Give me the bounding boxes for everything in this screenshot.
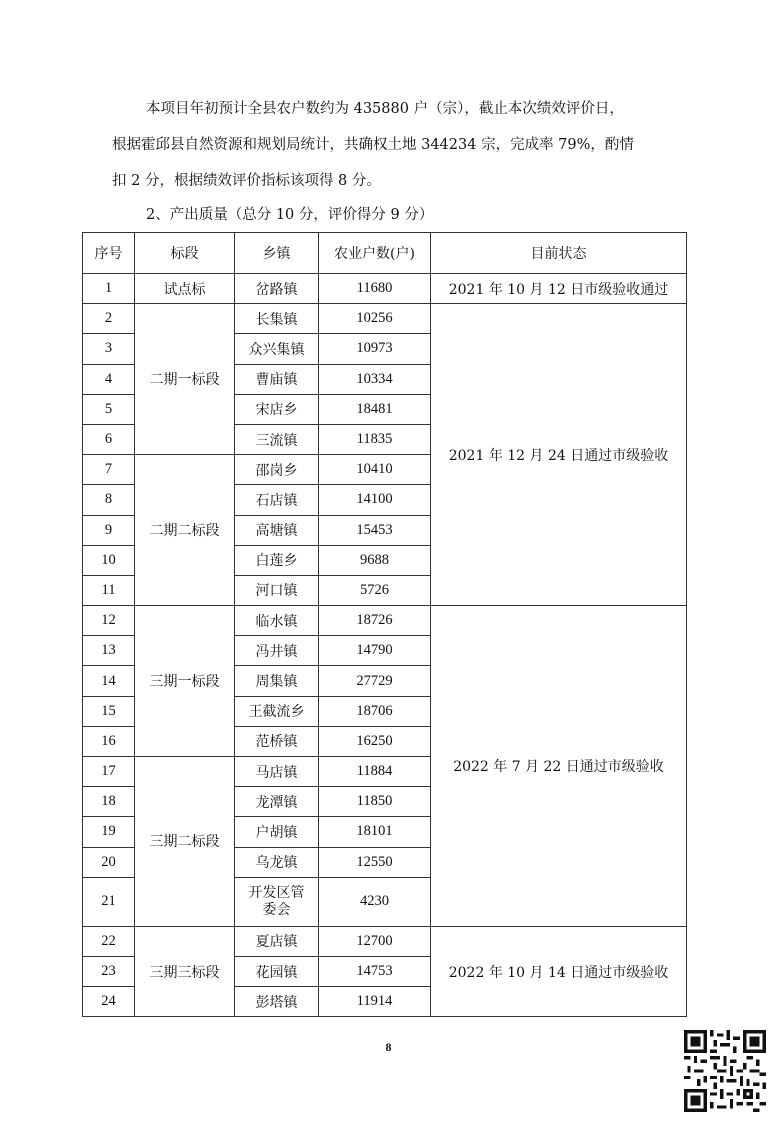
status-cell: 2021 年 10 月 12 日市级验收通过 xyxy=(431,274,687,304)
town-cell: 冯井镇 xyxy=(235,636,319,666)
town-cell: 宋店乡 xyxy=(235,394,319,424)
row-no: 6 xyxy=(83,424,135,454)
row-no: 19 xyxy=(83,817,135,847)
households-cell: 14753 xyxy=(319,956,431,986)
town-cell: 长集镇 xyxy=(235,304,319,334)
row-no: 11 xyxy=(83,575,135,605)
town-cell: 范桥镇 xyxy=(235,726,319,756)
households-cell: 11884 xyxy=(319,757,431,787)
page-number: 8 xyxy=(385,1040,392,1054)
town-cell: 众兴集镇 xyxy=(235,334,319,364)
header-town: 乡镇 xyxy=(235,233,319,274)
row-no: 18 xyxy=(83,787,135,817)
town-cell: 周集镇 xyxy=(235,666,319,696)
town-cell: 开发区管委会 xyxy=(235,877,319,926)
town-cell: 河口镇 xyxy=(235,575,319,605)
households-cell: 18726 xyxy=(319,606,431,636)
row-no: 5 xyxy=(83,394,135,424)
households-cell: 10973 xyxy=(319,334,431,364)
town-cell: 三流镇 xyxy=(235,424,319,454)
town-cell: 石店镇 xyxy=(235,485,319,515)
households-cell: 15453 xyxy=(319,515,431,545)
row-no: 3 xyxy=(83,334,135,364)
intro-line-3: 扣 2 分，根据绩效评价指标该项得 8 分。 xyxy=(112,173,381,189)
segment-cell: 二期二标段 xyxy=(135,455,235,606)
table-row xyxy=(83,304,687,334)
row-no: 17 xyxy=(83,757,135,787)
households-cell: 14100 xyxy=(319,485,431,515)
row-no: 7 xyxy=(83,455,135,485)
row-no: 20 xyxy=(83,847,135,877)
table-row xyxy=(83,926,687,956)
acceptance-table xyxy=(82,232,687,1017)
table-row xyxy=(83,274,687,304)
households-cell: 16250 xyxy=(319,726,431,756)
households-cell: 4230 xyxy=(319,877,431,926)
town-cell: 曹庙镇 xyxy=(235,364,319,394)
row-no: 23 xyxy=(83,956,135,986)
status-cell: 2021 年 12 月 24 日通过市级验收 xyxy=(431,304,687,606)
header-households: 农业户数(户) xyxy=(319,233,431,274)
row-no: 22 xyxy=(83,926,135,956)
row-no: 16 xyxy=(83,726,135,756)
households-cell: 18481 xyxy=(319,394,431,424)
table-row xyxy=(83,606,687,636)
town-cell: 夏店镇 xyxy=(235,926,319,956)
header-no: 序号 xyxy=(83,233,135,274)
segment-cell: 三期二标段 xyxy=(135,757,235,927)
households-cell: 5726 xyxy=(319,575,431,605)
town-cell: 临水镇 xyxy=(235,606,319,636)
town-cell: 龙潭镇 xyxy=(235,787,319,817)
households-cell: 18706 xyxy=(319,696,431,726)
households-cell: 14790 xyxy=(319,636,431,666)
row-no: 13 xyxy=(83,636,135,666)
town-cell: 彭塔镇 xyxy=(235,987,319,1017)
row-no: 2 xyxy=(83,304,135,334)
segment-cell: 试点标 xyxy=(135,274,235,304)
town-cell: 乌龙镇 xyxy=(235,847,319,877)
town-cell: 邵岗乡 xyxy=(235,455,319,485)
town-cell: 王截流乡 xyxy=(235,696,319,726)
households-cell: 10410 xyxy=(319,455,431,485)
row-no: 21 xyxy=(83,877,135,926)
section-heading: 2、产出质量（总分 10 分，评价得分 9 分） xyxy=(146,207,434,223)
segment-cell: 三期一标段 xyxy=(135,606,235,757)
row-no: 1 xyxy=(83,274,135,304)
households-cell: 18101 xyxy=(319,817,431,847)
intro-line-1: 本项目年初预计全县农户数约为 435880 户（宗），截止本次绩效评价日， xyxy=(146,101,624,117)
row-no: 8 xyxy=(83,485,135,515)
households-cell: 12700 xyxy=(319,926,431,956)
households-cell: 10334 xyxy=(319,364,431,394)
segment-cell: 二期一标段 xyxy=(135,304,235,455)
town-cell: 花园镇 xyxy=(235,956,319,986)
row-no: 24 xyxy=(83,987,135,1017)
row-no: 10 xyxy=(83,545,135,575)
row-no: 4 xyxy=(83,364,135,394)
segment-cell: 三期三标段 xyxy=(135,926,235,1017)
status-cell: 2022 年 7 月 22 日通过市级验收 xyxy=(431,606,687,927)
households-cell: 11680 xyxy=(319,274,431,304)
row-no: 14 xyxy=(83,666,135,696)
intro-line-2: 根据霍邱县自然资源和规划局统计，共确权土地 344234 宗，完成率 79%，酌情 xyxy=(112,137,634,153)
row-no: 9 xyxy=(83,515,135,545)
town-cell: 白莲乡 xyxy=(235,545,319,575)
households-cell: 11914 xyxy=(319,987,431,1017)
row-no: 15 xyxy=(83,696,135,726)
town-cell: 高塘镇 xyxy=(235,515,319,545)
town-cell: 户胡镇 xyxy=(235,817,319,847)
town-cell: 马店镇 xyxy=(235,757,319,787)
header-segment: 标段 xyxy=(135,233,235,274)
table-header-row xyxy=(83,233,687,274)
households-cell: 27729 xyxy=(319,666,431,696)
row-no: 12 xyxy=(83,606,135,636)
households-cell: 11835 xyxy=(319,424,431,454)
households-cell: 11850 xyxy=(319,787,431,817)
town-cell: 岔路镇 xyxy=(235,274,319,304)
status-cell: 2022 年 10 月 14 日通过市级验收 xyxy=(431,926,687,1017)
households-cell: 10256 xyxy=(319,304,431,334)
households-cell: 9688 xyxy=(319,545,431,575)
households-cell: 12550 xyxy=(319,847,431,877)
qr-code-icon xyxy=(684,1030,766,1112)
header-status: 目前状态 xyxy=(431,233,687,274)
